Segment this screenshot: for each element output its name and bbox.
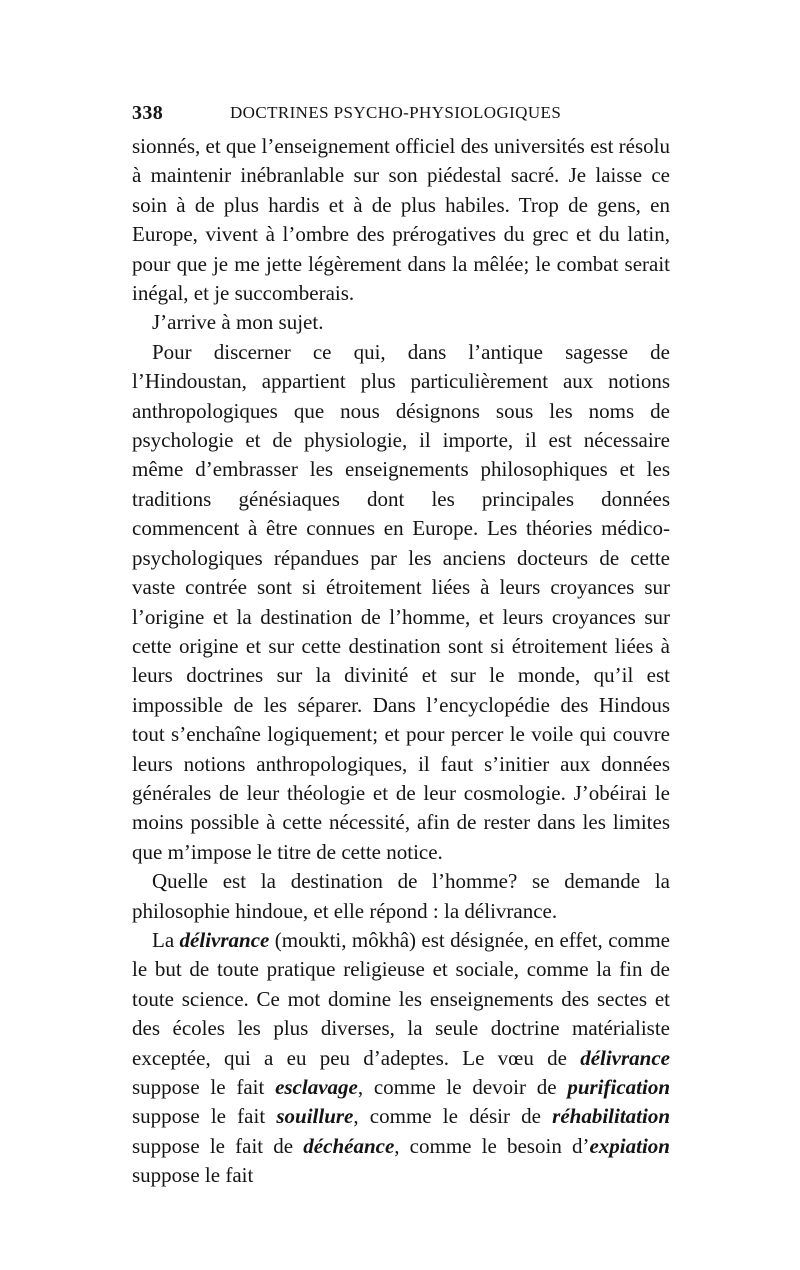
text-run: , comme le désir de bbox=[353, 1104, 553, 1129]
running-title: DOCTRINES PSYCHO-PHYSIOLOGIQUES bbox=[230, 103, 562, 122]
text-run: suppose le fait bbox=[132, 1075, 276, 1099]
text-run: , comme le besoin d’ bbox=[394, 1133, 590, 1158]
book-page bbox=[132, 98, 670, 1191]
paragraph-p5 bbox=[132, 926, 670, 1191]
italic-term: délivrance bbox=[580, 1045, 670, 1070]
italic-term: réhabilitation bbox=[552, 1104, 670, 1129]
italic-term: expiation bbox=[589, 1133, 670, 1158]
text-run: Pour discerner ce qui, dans l’antique sagesse de l’Hindoustan, appartient plus particulièrement aux notions anthropologiques que nous désignons sous les noms de psychologie et de physiologie, il importe, il est nécessaire même d’embrasser les enseignements philosophiques et les traditions génésiaques dont les principales données commencent à être connues en Europe. Les théories médico-psychologiques répandues par les anciens docteurs de cette vaste contrée sont si étroitement liées à leurs croyances sur l’origine et la destination de l’homme, et leurs croyances sur cette origine et sur cette destination sont si étroitement liées à leurs doctrines sur la divinité et sur le monde, qu’il est impossible de les séparer. Dans l’encyclopédie des Hindous tout s’enchaîne logiquement; et pour percer le voile qui couvre leurs notions anthropologiques, il faut s’initier aux données générales de leur théologie et de leur cosmologie. J’obéirai le moins possible à cette nécessité, afin de rester dans les limites que m’impose le titre de cette notice. bbox=[132, 339, 670, 864]
text-run: Quelle est la destination de l’homme? se demande la philosophie hindoue, et elle répond : la délivrance. bbox=[132, 869, 670, 923]
text-run: suppose le fait bbox=[132, 1163, 254, 1188]
text-run: La bbox=[152, 927, 180, 952]
text-run: suppose le fait bbox=[132, 1104, 277, 1129]
text-run: (moukti, môkhâ) est désignée, en effet, comme le but de toute pratique religieuse et sociale, comme la fin de toute science. Ce mot domine les enseignements des sectes et des écoles les plus diverses, la seule doctrine matérialiste exceptée, qui a eu peu d’adeptes. Le vœu de bbox=[132, 927, 670, 1070]
paragraph-p4 bbox=[132, 867, 670, 926]
running-head bbox=[132, 98, 670, 132]
italic-term: délivrance bbox=[179, 927, 270, 952]
italic-term: purification bbox=[567, 1075, 670, 1099]
paragraph-p2 bbox=[132, 308, 670, 337]
text-run: sionnés, et que l’enseignement officiel des universités est résolu à maintenir inébranlable sur son piédestal sacré. Je laisse ce soin à de plus hardis et à de plus habiles. Trop de gens, en Europe, vivent à l’ombre des prérogatives du grec et du latin, pour que je me jette légèrement dans la mêlée; le combat serait inégal, et je succomberais. bbox=[132, 134, 670, 306]
body-text bbox=[132, 132, 670, 1191]
italic-term: esclavage bbox=[275, 1075, 358, 1099]
text-run: J’arrive à mon sujet. bbox=[152, 310, 324, 335]
text-run: , comme le devoir de bbox=[357, 1075, 568, 1099]
italic-term: souillure bbox=[276, 1104, 354, 1129]
text-run: suppose le fait de bbox=[132, 1133, 304, 1158]
paragraph-p3 bbox=[132, 338, 670, 867]
italic-term: déchéance bbox=[303, 1133, 395, 1158]
page-number: 338 bbox=[132, 102, 164, 124]
paragraph-p1 bbox=[132, 132, 670, 308]
